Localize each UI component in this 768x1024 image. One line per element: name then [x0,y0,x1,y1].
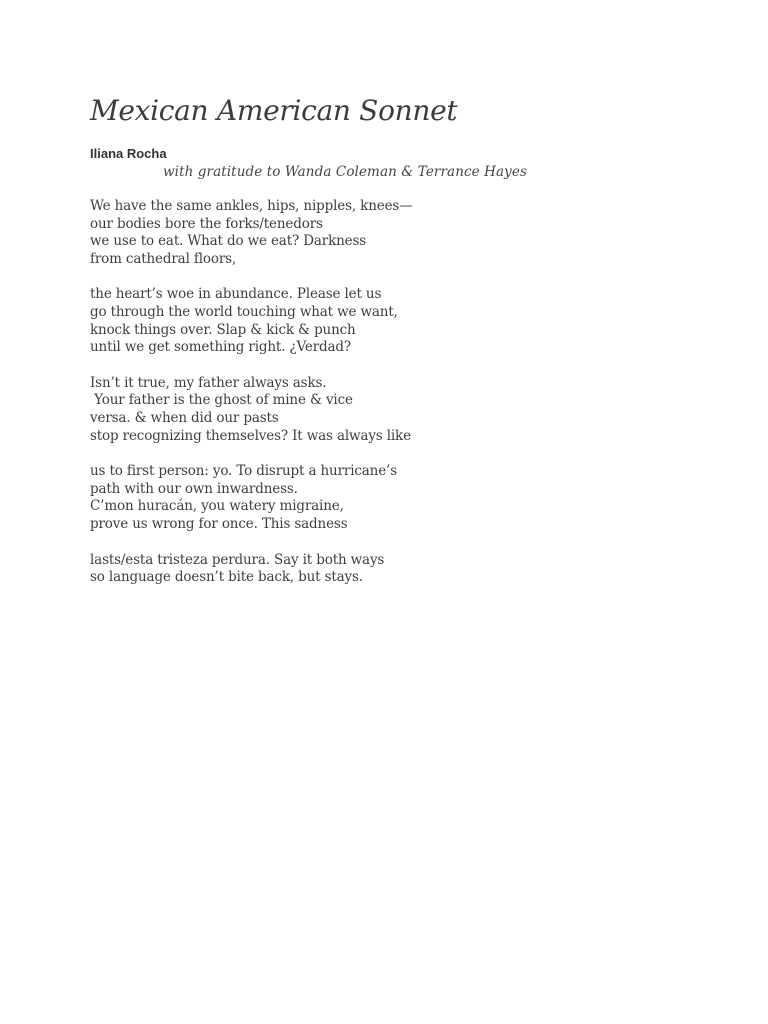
stanza-4 [90,463,730,533]
poem-line: lasts/esta tristeza perdura. Say it both ways [90,551,385,568]
poem-title: Mexican American Sonnet [90,94,458,127]
stanza-1 [90,198,730,268]
poem-body [90,198,730,587]
stanza-2 [90,286,730,356]
author-name: Iliana Rocha [90,146,167,161]
poem-line: go through the world touching what we want, [90,303,398,320]
poem-line: prove us wrong for once. This sadness [90,515,348,532]
poem-line: versa. & when did our pasts [90,409,279,426]
poem-line: the heart’s woe in abundance. Please let us [90,286,382,303]
poem-line: our bodies bore the forks/tenedors [90,215,323,232]
poem-line: C’mon huracán, you watery migraine, [90,498,344,515]
poem-line: so language doesn’t bite back, but stays. [90,569,363,586]
poem-line: we use to eat. What do we eat? Darkness [90,233,367,250]
poem-line: from cathedral floors, [90,250,237,267]
poem-page [90,92,730,605]
poem-line: path with our own inwardness. [90,480,298,497]
poem-line: us to first person: yo. To disrupt a hurricane’s [90,463,397,480]
poem-line: knock things over. Slap & kick & punch [90,321,356,338]
dedication: with gratitude to Wanda Coleman & Terrance Hayes [163,164,527,180]
poem-line: We have the same ankles, hips, nipples, knees— [90,198,413,214]
stanza-5 [90,552,730,587]
stanza-3 [90,375,730,445]
poem-line: Isn’t it true, my father always asks. [90,374,327,391]
poem-line: stop recognizing themselves? It was always like [90,427,411,444]
poem-line: Your father is the ghost of mine & vice [90,392,353,409]
poem-line: until we get something right. ¿Verdad? [90,339,352,356]
